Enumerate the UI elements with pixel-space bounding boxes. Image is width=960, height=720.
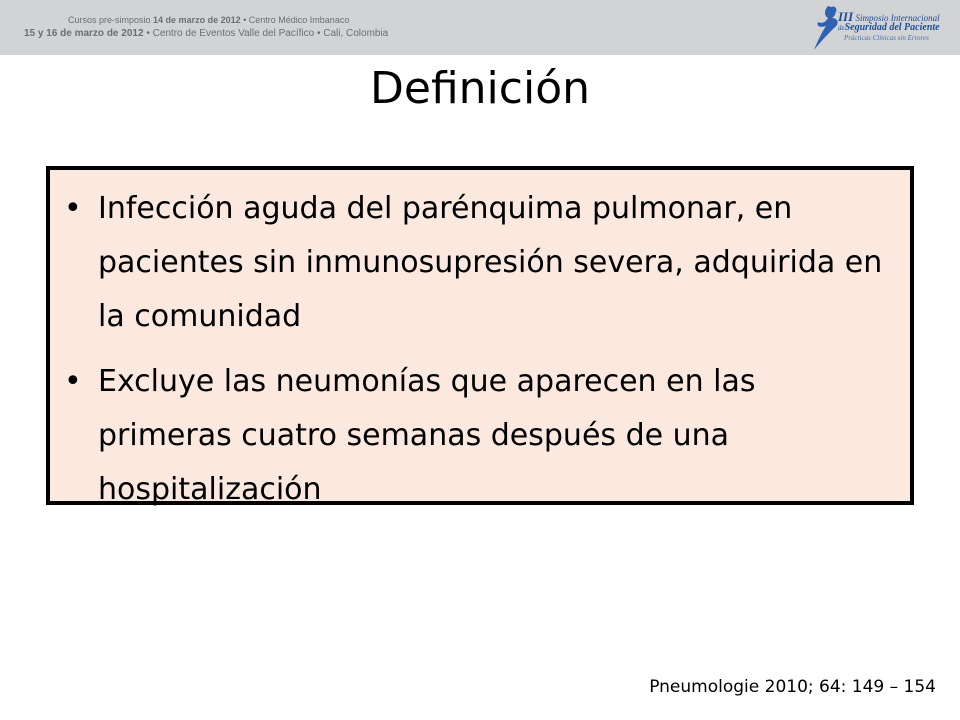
definition-box [46, 166, 914, 505]
bullet-icon: • [64, 364, 82, 399]
bullet-icon: • [64, 191, 82, 226]
slide-title: Definición [370, 63, 590, 114]
swoosh-figure-icon [808, 4, 842, 52]
bullet-item [64, 182, 890, 344]
bullet-item [64, 355, 890, 517]
event-line1-venue: • Centro Médico Imbanaco [243, 15, 350, 25]
logo-line2-prefix: de [838, 24, 845, 32]
logo-line1: Simposio Internacional [855, 13, 940, 23]
bullet-text: Excluye las neumonías que aparecen en las primeras cuatro semanas después de una hospitalización [98, 364, 756, 507]
event-line1-prefix: Cursos pre-simposio [68, 15, 151, 25]
logo-line2: Seguridad del Paciente [844, 22, 940, 33]
event-line1-date: 14 de marzo de 2012 [153, 15, 241, 25]
event-line2-date: 15 y 16 de marzo de 2012 [24, 28, 144, 39]
event-info [24, 14, 388, 40]
event-line-1 [24, 14, 388, 27]
logo-text [838, 9, 940, 43]
bullet-text: Infección aguda del parénquima pulmonar, en pacientes sin inmunosupresión severa, adquirida en la comunidad [98, 191, 883, 334]
logo-numeral: III [838, 9, 854, 24]
top-banner [0, 0, 960, 55]
citation: Pneumologie 2010; 64: 149 – 154 [649, 677, 936, 697]
logo-line3: Prácticas Clínicas sin Errores [844, 34, 929, 42]
event-line2-venue: • Centro de Eventos Valle del Pacífico • Cali, Colombia [146, 28, 389, 39]
event-line-2 [24, 27, 388, 40]
symposium-logo [808, 4, 954, 52]
bullet-list [50, 170, 910, 517]
